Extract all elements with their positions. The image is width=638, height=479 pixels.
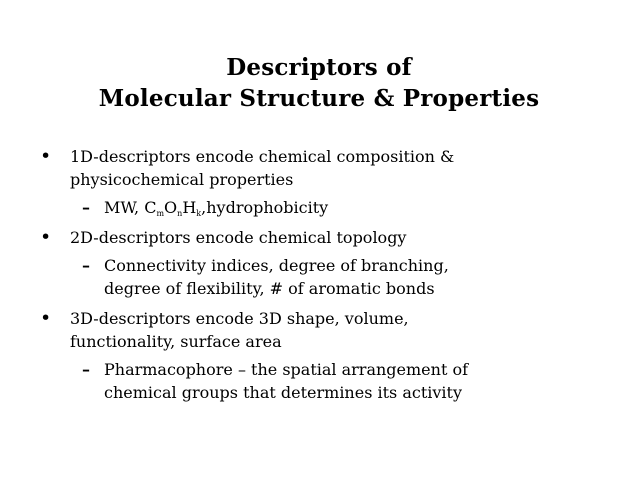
- formula-sub-n: n: [177, 209, 183, 218]
- formula-element-o: O: [164, 198, 178, 217]
- formula-sub-k: k: [196, 209, 202, 218]
- dash-icon: –: [82, 360, 90, 379]
- sub-2d-line-2: degree of flexibility, # of aromatic bonds: [104, 279, 435, 298]
- bullet-item-3d: [36, 307, 626, 404]
- bullet-item-1d: [36, 145, 626, 219]
- formula-text: [104, 198, 328, 217]
- title-line-1: Descriptors of: [226, 54, 412, 81]
- formula-sub-m: m: [156, 209, 165, 218]
- bullet-icon: •: [40, 226, 52, 248]
- bullet-list: [36, 145, 626, 404]
- bullet-item-2d: [36, 226, 626, 300]
- sub-item-2d: [34, 254, 626, 300]
- dash-icon: –: [82, 256, 90, 275]
- bullet-3d-line-2: functionality, surface area: [70, 332, 282, 351]
- title-line-2: Molecular Structure & Properties: [98, 85, 540, 112]
- sub-2d-line-1: Connectivity indices, degree of branching,: [104, 256, 449, 275]
- sub-item-3d: [34, 358, 626, 404]
- formula-element-c: C: [144, 198, 157, 217]
- bullet-icon: •: [40, 307, 52, 329]
- sub-3d-line-1: Pharmacophore – the spatial arrangement of: [104, 360, 469, 379]
- formula-element-h: H: [182, 198, 197, 217]
- slide-title: [0, 52, 638, 114]
- dash-icon: –: [82, 198, 90, 217]
- bullet-2d-line-1: 2D-descriptors encode chemical topology: [70, 228, 407, 247]
- formula-prefix: MW,: [104, 198, 145, 217]
- bullet-3d-line-1: 3D-descriptors encode 3D shape, volume,: [70, 309, 409, 328]
- bullet-1d-line-2: physicochemical properties: [70, 170, 294, 189]
- sub-item-1d: [34, 196, 626, 219]
- sub-3d-line-2: chemical groups that determines its activity: [104, 383, 463, 402]
- formula-suffix: ,hydrophobicity: [201, 198, 329, 217]
- bullet-icon: •: [40, 145, 52, 167]
- bullet-1d-line-1: 1D-descriptors encode chemical composition &: [70, 147, 455, 166]
